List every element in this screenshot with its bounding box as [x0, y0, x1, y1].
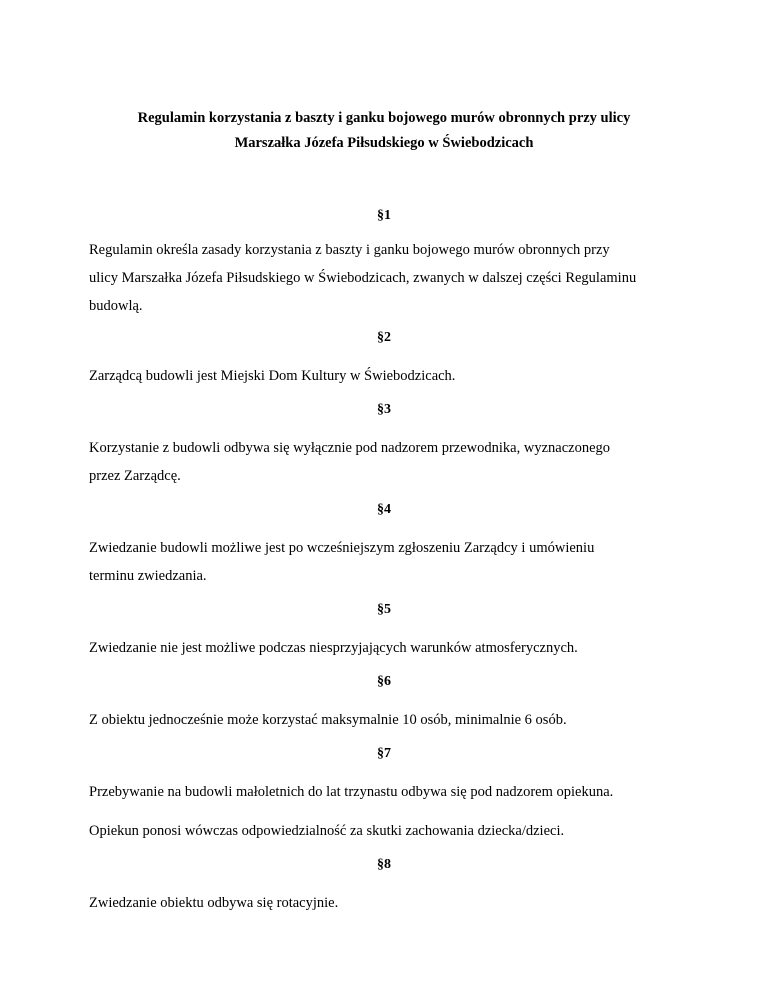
title-line-1: Regulamin korzystania z baszty i ganku bojowego murów obronnych przy ulicy: [137, 110, 631, 126]
section-7-text: [89, 778, 679, 845]
document-title: [89, 106, 679, 156]
section-heading-1: §1: [377, 208, 391, 223]
section-7-line-2: Opiekun ponosi wówczas odpowiedzialność za skutki zachowania dziecka/dzieci.: [89, 823, 565, 839]
section-heading-2: §2: [377, 330, 391, 345]
section-7-line-1: Przebywanie na budowli małoletnich do lat trzynastu odbywa się pod nadzorem opiekuna.: [89, 784, 614, 800]
document-page: [89, 106, 679, 917]
section-6-line-1: Z obiektu jednocześnie może korzystać maksymalnie 10 osób, minimalnie 6 osób.: [89, 712, 567, 728]
section-5-line-1: Zwiedzanie nie jest możliwe podczas niesprzyjających warunków atmosferycznych.: [89, 640, 578, 656]
section-4-line-1: Zwiedzanie budowli możliwe jest po wcześniejszym zgłoszeniu Zarządcy i umówieniu: [89, 540, 595, 556]
title-line-2: Marszałka Józefa Piłsudskiego w Świebodzicach: [234, 135, 534, 151]
section-6-text: [89, 706, 679, 734]
section-8-line-1: Zwiedzanie obiektu odbywa się rotacyjnie.: [89, 895, 339, 911]
section-heading-3: §3: [377, 402, 391, 417]
section-heading-5: §5: [377, 602, 391, 617]
section-3-line-2: przez Zarządcę.: [89, 468, 181, 484]
section-1-line-3: budowlą.: [89, 298, 143, 314]
section-heading-4: §4: [377, 502, 391, 517]
section-2-line-1: Zarządcą budowli jest Miejski Dom Kultury w Świebodzicach.: [89, 368, 456, 384]
section-1-line-1: Regulamin określa zasady korzystania z baszty i ganku bojowego murów obronnych przy: [89, 242, 610, 258]
section-heading-6: §6: [377, 674, 391, 689]
section-heading-8: §8: [377, 857, 391, 872]
section-5-text: [89, 634, 679, 662]
section-4-line-2: terminu zwiedzania.: [89, 568, 207, 584]
section-1-text: [89, 236, 679, 320]
section-2-text: [89, 362, 679, 390]
section-8-text: [89, 889, 679, 917]
section-1-line-2: ulicy Marszałka Józefa Piłsudskiego w Świebodzicach, zwanych w dalszej części Regulaminu: [89, 270, 637, 286]
section-4-text: [89, 534, 679, 590]
section-3-line-1: Korzystanie z budowli odbywa się wyłącznie pod nadzorem przewodnika, wyznaczonego: [89, 440, 611, 456]
section-3-text: [89, 434, 679, 490]
section-heading-7: §7: [377, 746, 391, 761]
